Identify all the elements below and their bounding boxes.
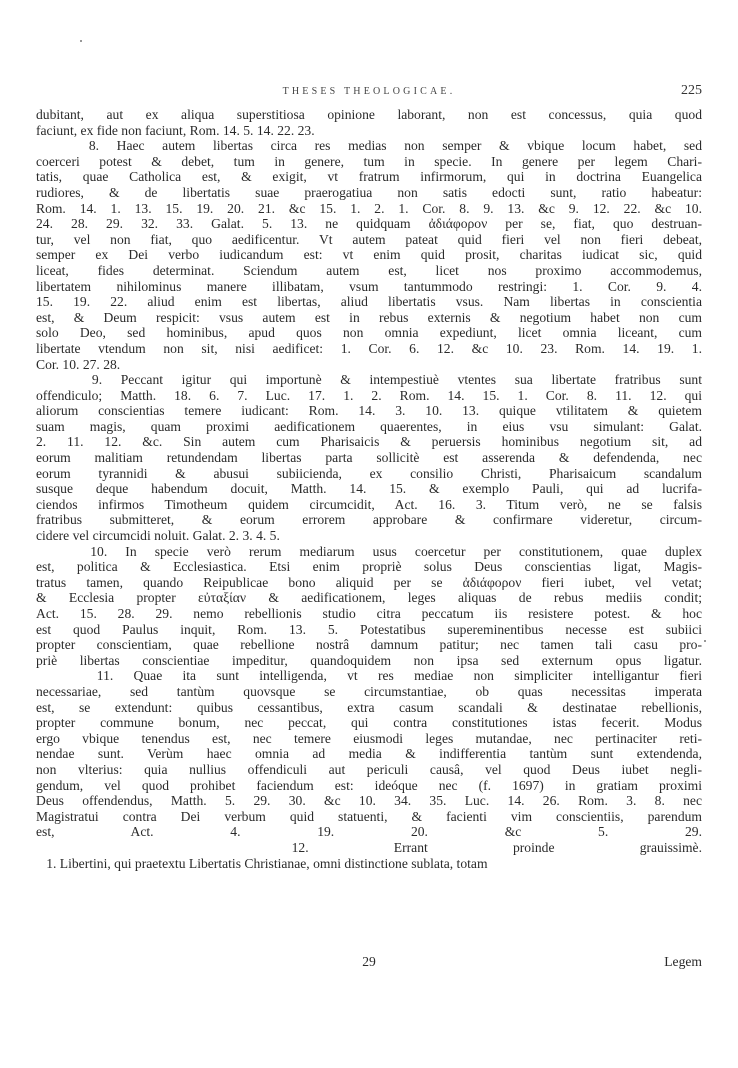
text-line: 15. 19. 22. aliud enim est libertas, aliud libertatis vsus. Nam libertas in conscientia bbox=[36, 294, 702, 310]
text-line: Rom. 14. 1. 13. 15. 19. 20. 21. &c 15. 1. 2. 1. Cor. 8. 9. 13. &c 9. 12. 22. &c 10. bbox=[36, 200, 702, 216]
text-line: tatis, quae Catholica est, & exigit, vt fratrum infirmorum, qui in doctrina Euangelica bbox=[36, 169, 702, 185]
text-line: solo Deo, sed hominibus, apud quos non omnia expediunt, licet omnia liceant, cum bbox=[36, 325, 702, 341]
text-line: eorum malitiam retundendam libertas parta sollicitè est asserenda & defendenda, nec bbox=[36, 450, 702, 466]
text-line: propter commune bonum, nec peccat, qui contra constitutiones istas fecerit. Modus bbox=[36, 715, 702, 731]
text-line: tur, vel non fiat, quo aedificentur. Vt autem pateat quid fieri vel non fieri debeat, bbox=[36, 231, 702, 247]
running-title: THESES THEOLOGICAE. bbox=[282, 86, 456, 97]
text-line: est, Act. 4. 19. 20. &c 5. 29. bbox=[36, 824, 702, 840]
text-line: 24. 28. 29. 32. 33. Galat. 5. 13. ne quidquam ἀδιάφορον per se, fiat, quo destruan- bbox=[36, 216, 702, 232]
text-line: libertatem nihilominus manere illibatam, vsum tantummodo restringi: 1. Cor. 9. 4. bbox=[36, 278, 702, 294]
text-line: Magistratui contra Dei verbum quid statuenti, & facienti vim conscientiis, parendum bbox=[36, 808, 702, 824]
text-line: non vlterius: quia nullius offendiculi aut periculi causâ, vel quod Deus iubet negli- bbox=[36, 761, 702, 777]
text-line: 12. Errant proinde grauissimè. bbox=[36, 839, 702, 855]
text-line: Cor. 10. 27. 28. bbox=[36, 356, 121, 372]
speck-mark bbox=[704, 640, 706, 642]
text-line: fratribus submitteret, & eorum errorem approbare & confirmare videretur, circum- bbox=[36, 512, 702, 528]
text-line: 10. In specie verò rerum mediarum usus coercetur per constitutionem, quae duplex bbox=[36, 543, 702, 559]
text-line: 11. Quae ita sunt intelligenda, vt res mediae non simpliciter intelligantur fieri bbox=[36, 668, 702, 684]
text-line: faciunt, ex fide non faciunt, Rom. 14. 5. 14. 22. 23. bbox=[36, 122, 315, 138]
text-line: & Ecclesia propter εὐταξίαν & aedificationem, leges aliquas de rebus mediis condit; bbox=[36, 590, 702, 606]
text-line: dubitant, aut ex aliqua superstitiosa opinione laborant, non est concessus, quia quod bbox=[36, 107, 702, 122]
text-line: 9. Peccant igitur qui importunè & intempestiuè vtentes sua libertate fratribus sunt bbox=[36, 372, 702, 388]
text-line: libertate vtendum non sit, nisi aedificet: 1. Cor. 6. 12. &c 10. 23. Rom. 14. 19. 1. bbox=[36, 340, 702, 356]
text-line: liceat, fides determinat. Sciendum autem est, licet nos proximo accommodemus, bbox=[36, 262, 702, 278]
page-header bbox=[36, 83, 702, 106]
text-line: ergo vbique tenendus est, nec temere eiusmodi leges mutandae, nec pertinaciter reti- bbox=[36, 730, 702, 746]
text-line: cidere vel circumcidi noluit. Galat. 2. 3. 4. 5. bbox=[36, 528, 280, 544]
text-line: susque deque habendum docuit, Matth. 14. 15. & exemplo Pauli, qui ad lucrifa- bbox=[36, 481, 702, 497]
speck-mark bbox=[80, 40, 82, 42]
text-line: est, politica & Ecclesiastica. Etsi enim propriè solus Deus conscientias ligat, Magis- bbox=[36, 559, 702, 575]
text-line: aliorum conscientias temere iudicant: Rom. 14. 3. 10. 13. quique vtilitatem & quietem bbox=[36, 403, 702, 419]
text-line: Deus offendendus, Matth. 5. 29. 30. &c 10. 34. 35. Luc. 14. 26. Rom. 3. 8. nec bbox=[36, 793, 702, 809]
page-footer bbox=[36, 954, 702, 972]
text-line: 2. 11. 12. &c. Sin autem cum Pharisaicis & peruersis hominibus negotium sit, ad bbox=[36, 434, 702, 450]
text-line: tratus tamen, quando Reipublicae bono aliquid per se ἀδιάφορον fieri iubet, vel vetat; bbox=[36, 574, 702, 590]
catchword: Legem bbox=[664, 954, 702, 969]
text-line: priè libertas conscientiae impeditur, quandoquidem non ipsa sed externum opus ligatur. bbox=[36, 652, 702, 668]
text-line: 8. Haec autem libertas circa res medias non semper & vbique locum habet, sed bbox=[36, 138, 702, 154]
page-number: 225 bbox=[681, 83, 702, 98]
text-line: propter conscientiam, quae rebellione nostrâ damnum patitur; nec tamen tali casu pro- bbox=[36, 637, 702, 653]
text-line: offendiculo; Matth. 18. 6. 7. Luc. 17. 1. 2. Rom. 14. 15. 1. Cor. 8. 11. 12. qui bbox=[36, 387, 702, 403]
text-line: Act. 15. 28. 29. nemo rebellionis studio citra peccatum iis resistere potest. & hoc bbox=[36, 606, 702, 621]
text-line: nendae sunt. Verùm haec omnia ad media & indifferentia tantùm sunt extendenda, bbox=[36, 746, 702, 762]
text-line: est, se extendunt: quibus cessantibus, extra casum scandali & destinatae rebellionis, bbox=[36, 699, 702, 715]
text-line: necessariae, sed tantùm quovsque se circumstantiae, ob quas necessitas imperata bbox=[36, 683, 702, 699]
text-line: gendum, vel quod prohibet faciendum est: ideóque nec (f. 1697) in gratiam proximi bbox=[36, 777, 702, 793]
text-line: coerceri potest & debet, tum in genere, tum in specie. In genere per legem Chari- bbox=[36, 153, 702, 169]
text-line: suam magis, quam proximi aedificationem quaerentes, in eius vsu simulant: Galat. bbox=[36, 418, 702, 434]
text-line: semper ex Dei verbo iudicandum est: vt enim quid prosit, charitas iudicat sic, quid bbox=[36, 247, 702, 263]
text-line: eorum tyrannidi & abusui subiicienda, ex consilio Christi, Pharisaicum scandalum bbox=[36, 465, 702, 481]
body-text bbox=[36, 107, 702, 871]
text-line: 1. Libertini, qui praetextu Libertatis Christianae, omni distinctione sublata, totam bbox=[36, 855, 488, 871]
text-line: rudiores, & de libertatis suae praerogatiua non satis edocti sunt, ratio habeatur: bbox=[36, 184, 702, 200]
text-line: est quod Paulus inquit, Rom. 13. 5. Potestatibus supereminentibus necesse est subiici bbox=[36, 621, 702, 637]
text-line: est, & Deum respicit: vsus autem est in rebus externis & negotium habet non cum bbox=[36, 309, 702, 325]
signature-mark: 29 bbox=[362, 954, 376, 969]
text-line: ciendos infirmos Timotheum quidem circumcidit, Act. 16. 3. Titum verò, ne se falsis bbox=[36, 496, 702, 512]
